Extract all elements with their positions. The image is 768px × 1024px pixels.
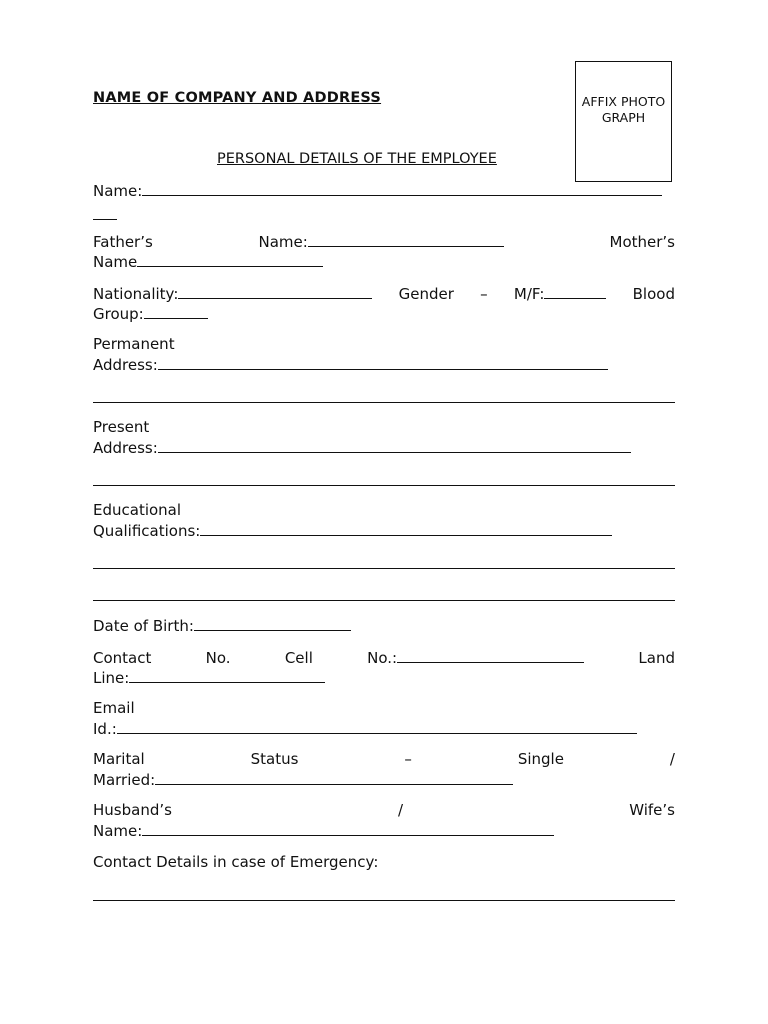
fathers-label: Father’s — [93, 233, 153, 251]
contact-no-label: No. — [205, 649, 231, 667]
dob-field[interactable] — [194, 616, 351, 631]
mothers-label: Mother’s — [609, 233, 675, 251]
email-row — [93, 719, 637, 738]
mothers-name-label: Name — [93, 253, 138, 271]
emergency-label: Contact Details in case of Emergency: — [93, 853, 379, 871]
land-label: Land — [638, 649, 675, 667]
mf-label: M/F: — [513, 285, 545, 303]
qualifications-label: Qualifications: — [93, 522, 201, 540]
email-label: Email — [93, 699, 135, 717]
name-row — [93, 181, 662, 200]
spouse-slash: / — [398, 801, 404, 819]
spouse-name-row — [93, 821, 554, 840]
fathers-name-field[interactable] — [308, 232, 504, 247]
land-line-row — [93, 668, 325, 687]
blood-label: Blood — [632, 285, 675, 303]
nationality-row — [93, 284, 675, 303]
permanent-address-field[interactable] — [158, 355, 608, 370]
nationality-field[interactable] — [178, 284, 372, 299]
gender-label: Gender — [398, 285, 454, 303]
emergency-field[interactable] — [93, 900, 675, 901]
status-dash: – — [404, 750, 412, 768]
photo-box — [575, 61, 672, 182]
present-address-row — [93, 438, 631, 457]
marital-row — [93, 750, 675, 768]
mothers-name-row — [93, 252, 323, 271]
land-line-label: Line: — [93, 669, 130, 687]
photo-label: AFFIX PHOTOGRAPH — [581, 94, 666, 125]
form-title: PERSONAL DETAILS OF THE EMPLOYEE — [217, 151, 497, 167]
mothers-name-field[interactable] — [137, 252, 323, 267]
present-address-field[interactable] — [158, 438, 631, 453]
present-address-label: Address: — [93, 439, 158, 457]
gender-dash: – — [480, 285, 488, 303]
permanent-address-line-2[interactable] — [93, 402, 675, 403]
land-line-field[interactable] — [129, 668, 325, 683]
name-label: Name: — [93, 182, 143, 200]
email-field[interactable] — [117, 719, 637, 734]
wifes-label: Wife’s — [629, 801, 675, 819]
present-label: Present — [93, 418, 150, 436]
spouse-name-field[interactable] — [142, 821, 554, 836]
qualifications-line-3[interactable] — [93, 600, 675, 601]
blood-group-row — [93, 304, 208, 323]
present-address-line-2[interactable] — [93, 485, 675, 486]
spouse-row — [93, 801, 675, 819]
blood-group-label: Group: — [93, 305, 144, 323]
contact-label: Contact — [93, 649, 152, 667]
spouse-name-label: Name: — [93, 822, 143, 840]
cell-no-label: No.: — [367, 649, 398, 667]
status-slash: / — [669, 750, 675, 768]
dob-label: Date of Birth: — [93, 617, 194, 635]
name-field[interactable] — [142, 181, 662, 196]
permanent-address-row — [93, 355, 608, 374]
married-row — [93, 770, 513, 789]
qualifications-field[interactable] — [200, 521, 612, 536]
nationality-label: Nationality: — [93, 285, 179, 303]
name-row-wrap — [93, 205, 117, 224]
gender-field[interactable] — [544, 284, 606, 299]
blood-group-field[interactable] — [144, 304, 208, 319]
contact-row — [93, 648, 675, 667]
qualifications-line-2[interactable] — [93, 568, 675, 569]
cell-no-field[interactable] — [397, 648, 584, 663]
qualifications-row — [93, 521, 612, 540]
dob-row — [93, 616, 351, 635]
parents-row — [93, 232, 675, 251]
permanent-address-label: Address: — [93, 356, 158, 374]
status-label: Status — [250, 750, 299, 768]
husbands-label: Husband’s — [93, 801, 172, 819]
permanent-label: Permanent — [93, 335, 175, 353]
fathers-name-label: Name: — [258, 233, 308, 251]
name-field-continued[interactable] — [93, 205, 117, 220]
marital-status-field[interactable] — [155, 770, 513, 785]
email-id-label: Id.: — [93, 720, 117, 738]
marital-label: Marital — [93, 750, 145, 768]
cell-label: Cell — [284, 649, 313, 667]
married-label: Married: — [93, 771, 156, 789]
company-heading: NAME OF COMPANY AND ADDRESS — [93, 90, 382, 106]
single-label: Single — [517, 750, 564, 768]
educational-label: Educational — [93, 501, 182, 519]
